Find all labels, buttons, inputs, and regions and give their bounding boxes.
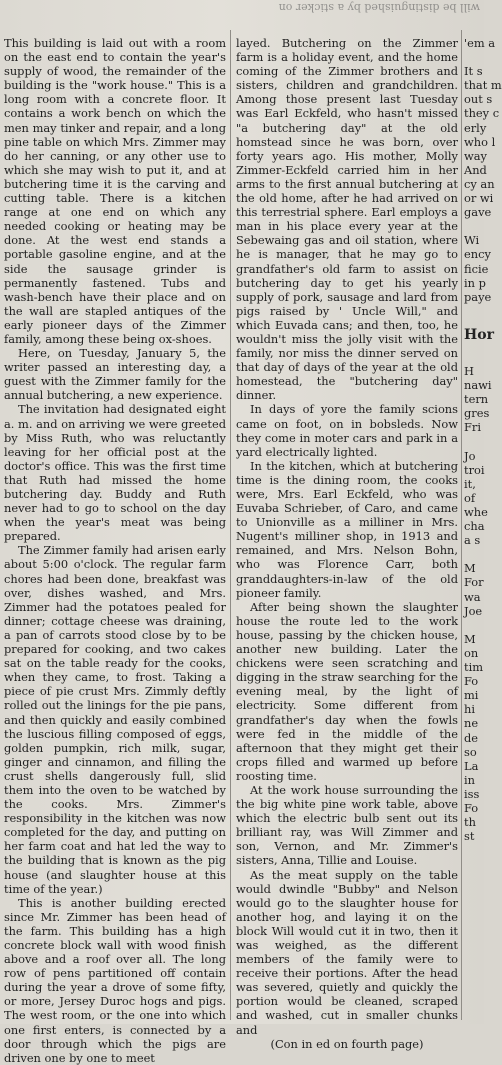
paragraph: This is another building erected since Mr. Zimmer has been head of the farm. This building has a high concrete block wall with wood finish above and a roof over all. The long row of pens partitioned off contain during the year a drove of some fifty, or more, Jersey Duroc hogs and pigs. The west room, or the one into which one first enters, is connected by a door through which the pigs are driven one by one to meet <box>4 895 226 1065</box>
text-line: ency <box>464 247 491 262</box>
paragraph: As the meat supply on the table would dwindle "Bubby" and Nelson would go to the slaughter house for another hog, and laying it on the block Will would cut it in two, then it was weighed, as the different members of the family were to receive their portions. After the head was severed, quietly and quickly the portion would be cleaned, scraped and washed, cut in smaller chunks and <box>236 867 458 1037</box>
article-column-middle <box>236 36 458 1051</box>
text-line: in p <box>464 275 486 290</box>
text-line: H <box>464 364 474 379</box>
paragraph: The invitation had designated eight a. m. and on arriving we were greeted by Miss Ruth, who was reluctantly leaving for her official post at the doctor's office. This was the first time that Ruth had missed the home butchering day. Buddy and Ruth never had to go to school on the day when the year's meat was being prepared. <box>4 402 226 544</box>
continuation-note: (Con in ed on fourth page) <box>270 1036 424 1051</box>
text-line <box>464 547 486 561</box>
text-line: For <box>464 575 484 590</box>
text-line: nawi <box>464 378 492 393</box>
text-line: ficie <box>464 261 489 276</box>
text-line: cha <box>464 519 485 534</box>
section-heading: Hor <box>464 326 494 343</box>
text-line <box>464 435 486 449</box>
text-line <box>464 50 486 64</box>
inverted-header-fragment: will be distinguished by a sticker on <box>278 1 480 14</box>
paragraph: In the kitchen, which at butchering time is the dining room, the cooks were, Mrs. Earl Eckfeld, who was Euvaba Schrieber, of Caro, and came to Unionville as a milliner in Mrs. Nugent's milliner shop, in 1913 and remained, and Mrs. Nelson Bohn, who was Florence Carr, both granddaughters-in-law of the old pioneer family. <box>236 458 458 600</box>
text-line: th <box>464 815 476 830</box>
text-line: Wi <box>464 233 480 248</box>
text-line: Jo <box>464 448 476 463</box>
column-divider <box>461 30 462 1020</box>
text-line: it, <box>464 476 476 491</box>
text-line: wa <box>464 589 481 604</box>
text-line: tern <box>464 392 489 407</box>
paragraph: layed. Butchering on the Zimmer farm is a holiday event, and the home coming of the Zimmer brothers and sisters, children and grandchildren. Among those present last Tuesday was Earl Eckfeld, who hasn't missed "a butchering day" at the old homstead since he was born, over forty years ago. His mother, Molly Zimmer-Eckfeld carried him in her arms to the first annual butchering at the old home, after he had arrived on this terrestrial sphere. Earl employs a man in his place every year at the Sebewaing gas and oil station, where he is manager, that he may go to grandfather's old farm to assist on butchering day to get his yearly supply of pork, sausage and lard from pigs raised by ' Uncle Will," and which Euvada cans; and then, too, he wouldn't miss the jolly visit with the family, nor miss the dinner served on that day of days of the year at the old homestead, the "butchering day" dinner. <box>236 36 458 403</box>
text-line: M <box>464 561 476 576</box>
text-line: gave <box>464 205 492 220</box>
text-line: mi <box>464 688 479 703</box>
text-line: they c <box>464 106 500 121</box>
text-line: iss <box>464 786 480 801</box>
article-column-left <box>4 36 226 1065</box>
text-line: And <box>464 162 487 177</box>
text-line: Fo <box>464 800 479 815</box>
text-line: who l <box>464 134 496 149</box>
text-line: in <box>464 772 475 787</box>
paragraph: After being shown the slaughter house the route led to the work house, passing by the chicken house, another new building. Later the chickens were seen scratching and digging in the straw searching for the evening meal, by the light of electricity. Some different from grandfather's day when the fowls were fed in the middle of the afternoon that they might get their crops filled and warmed up before roosting time. <box>236 599 458 783</box>
text-line <box>464 618 486 632</box>
text-line: on <box>464 645 479 660</box>
text-line: out s <box>464 92 493 107</box>
text-line: It s <box>464 64 483 79</box>
text-line: Fo <box>464 674 479 689</box>
paragraph: At the work house surrounding the the big white pine work table, above which the electric bulb sent out its brilliant ray, was Will Zimmer and son, Vernon, and Mr. Zimmer's sisters, Anna, Tillie and Louise. <box>236 782 458 868</box>
text-line: troi <box>464 462 485 477</box>
text-line: tim <box>464 660 484 675</box>
text-line: a s <box>464 533 481 548</box>
text-line <box>464 304 486 318</box>
text-line: erly <box>464 120 487 135</box>
text-line: that m <box>464 78 502 93</box>
text-line: La <box>464 758 479 773</box>
text-line: way <box>464 148 487 163</box>
article-column-right-cropped <box>464 36 502 856</box>
column-divider <box>230 30 231 1020</box>
text-line: cy an <box>464 176 495 191</box>
paragraph: Here, on Tuesday, January 5, the writer passed an interesting day, a guest with the Zimmer family for the annual butchering, a new experience. <box>4 346 226 403</box>
text-line <box>464 219 486 233</box>
text-line: ne <box>464 716 479 731</box>
text-line: gres <box>464 406 490 421</box>
text-line: of <box>464 490 476 505</box>
text-line: de <box>464 730 479 745</box>
text-line: so <box>464 744 477 759</box>
text-line: whe <box>464 505 488 519</box>
paragraph: This building is laid out with a room on the east end to contain the year's supply of wood, the remainder of the building is the "work house." This is a long room with a concrete floor. It contains a work bench on which the men may tinker and repair, and a long pine table on which Mrs. Zimmer may do her canning, or any other use to which she may wish to put it, and at butchering time it is the carving and cutting table. There is a kitchen range at one end on which any needed cooking or heating may be done. At the west end stands a portable gasoline engine, and at the side the sausage grinder is permanently fastened. Tubs and wash-bench have their place and on the wall are stapled antiques of the early pioneer days of the Zimmer family, among these being ox-shoes. <box>4 36 226 346</box>
text-line: hi <box>464 702 475 717</box>
text-line: st <box>464 829 475 844</box>
text-line: 'em a <box>464 36 496 50</box>
text-line: M <box>464 631 476 646</box>
text-line: Joe <box>464 603 483 618</box>
text-line <box>464 350 486 364</box>
paragraph: The Zimmer family had arisen early about 5:00 o'clock. The regular farm chores had been done, breakfast was over, dishes washed, and Mrs. Zimmer had the potatoes pealed for dinner; cottage cheese was draining, a pan of carrots stood close by to be prepared for cooking, and two cakes sat on the table ready for the cooks, when they came, to frost. Taking a piece of pie crust Mrs. Zimmly deftly rolled out the linings for the pie pans, and then quickly and easily combined the luscious filling composed of eggs, golden pumpkin, rich milk, sugar, ginger and cinnamon, and filling the crust shells dangerously full, slid them into the oven to be watched by the cooks. Mrs. Zimmer's responsibility in the kitchen was now completed for the day, and putting on her farm coat and hat led the way to the building that is known as the pig house (and slaughter house at this time of the year.) <box>4 543 226 896</box>
text-line: or wi <box>464 191 494 206</box>
text-line: paye <box>464 289 492 304</box>
text-line: Fri <box>464 420 481 435</box>
paragraph: In days of yore the family scions came on foot, on in bobsleds. Now they come in moter cars and park in a yard electrically lighted. <box>236 402 458 459</box>
